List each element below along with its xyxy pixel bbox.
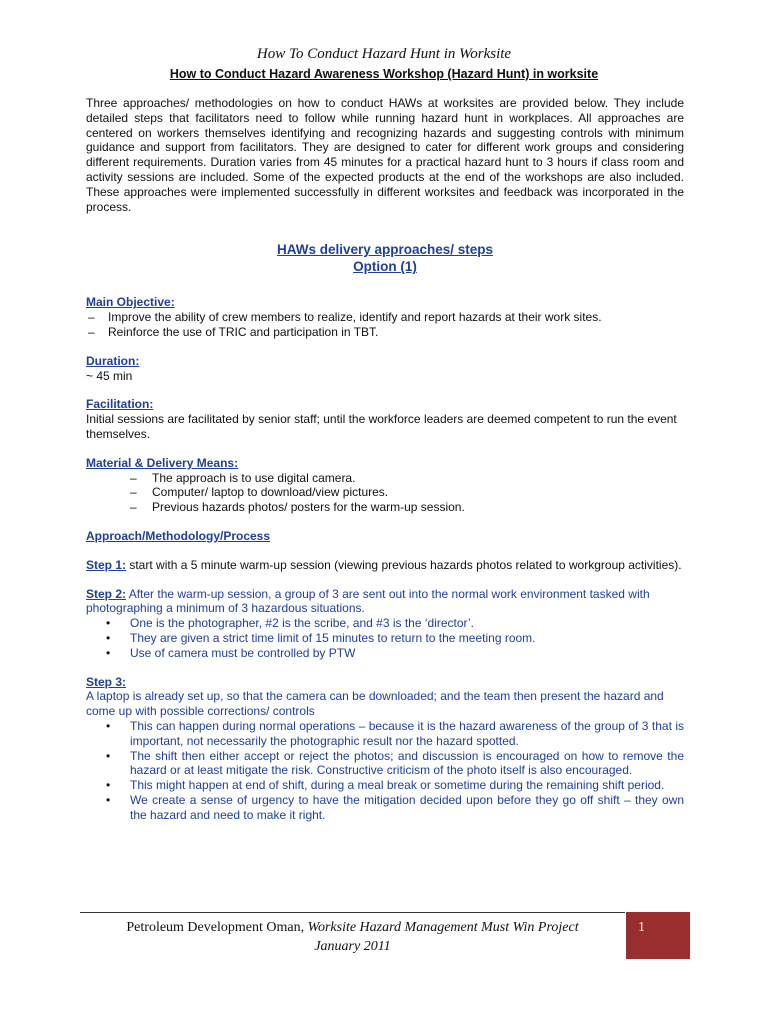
footer-divider bbox=[80, 912, 625, 913]
document-title: How to Conduct Hazard Awareness Workshop (Hazard Hunt) in worksite bbox=[169, 67, 599, 81]
step-1 bbox=[86, 558, 684, 573]
list-item: • This can happen during normal operations – because it is the hazard awareness of the group of 3 that is important, not necessarily the photographic result nor the hazard spotted. bbox=[86, 719, 684, 749]
document-body bbox=[86, 96, 684, 836]
step-3-label: Step 3: bbox=[86, 674, 127, 689]
footer-project: Worksite Hazard Management Must Win Project bbox=[307, 920, 579, 935]
step-2-paragraph bbox=[86, 587, 684, 617]
main-objective-heading: Main Objective: bbox=[86, 295, 175, 310]
step-2-text: After the warm-up session, a group of 3 are sent out into the normal work environment tasked with photographing a minimum of 3 hazardous situations. bbox=[86, 586, 650, 616]
step-1-paragraph bbox=[86, 558, 684, 573]
option-title: Option (1) bbox=[353, 259, 417, 275]
list-item: • We create a sense of urgency to have the mitigation decided upon before they go off shift – they own the hazard and need to make it right. bbox=[86, 793, 684, 823]
intro-paragraph: Three approaches/ methodologies on how to conduct HAWs at worksites are provided below. They include detailed steps that facilitators need to follow while running hazard hunt in workplaces. All approaches are centered on workers themselves identifying and recognizing hazards and suggesting controls with minimum guidance and support from facilitators. They are designed to cater for different work groups and considering different requirements. Duration varies from 45 minutes for a practical hazard hunt to 3 hours if class room and activity sessions are included. Some of the expected products at the end of the workshops are also included. These approaches were implemented successfully in different worksites and feedback was incorporated in the process. bbox=[86, 96, 684, 214]
list-item: – The approach is to use digital camera. bbox=[86, 471, 684, 486]
step-1-label: Step 1: bbox=[86, 557, 127, 572]
duration-section bbox=[86, 354, 684, 384]
footer-org: Petroleum Development Oman, bbox=[126, 920, 308, 935]
facilitation-text: Initial sessions are facilitated by senior staff; until the workforce leaders are deemed competent to run the event themselves. bbox=[86, 412, 677, 441]
step-3 bbox=[86, 675, 684, 823]
material-heading: Material & Delivery Means: bbox=[86, 455, 239, 470]
main-objective-list bbox=[86, 310, 684, 340]
material-section bbox=[86, 456, 684, 515]
list-item: – Improve the ability of crew members to realize, identify and report hazards at their work sites. bbox=[86, 310, 684, 325]
facilitation-section bbox=[86, 397, 684, 441]
step-2-label: Step 2: bbox=[86, 586, 127, 601]
step-1-text: start with a 5 minute warm-up session (viewing previous hazards photos related to workgroup activities). bbox=[126, 557, 682, 572]
list-item: • The shift then either accept or reject the photos; and discussion is encouraged on how to remove the hazard or at least mitigate the risk. Constructive criticism of the photo itself is also encouraged. bbox=[86, 749, 684, 779]
section-title: HAWs delivery approaches/ steps bbox=[276, 242, 494, 258]
list-item: – Previous hazards photos/ posters for the warm-up session. bbox=[86, 500, 684, 515]
page-number-box bbox=[626, 912, 690, 959]
page-number: 1 bbox=[638, 920, 645, 935]
footer-line-1 bbox=[80, 918, 625, 937]
list-item: – Reinforce the use of TRIC and participation in TBT. bbox=[86, 325, 684, 340]
list-item: – Computer/ laptop to download/view pictures. bbox=[86, 485, 684, 500]
step-2-bullets bbox=[86, 616, 684, 660]
material-list bbox=[86, 471, 684, 515]
list-item: • This might happen at end of shift, during a meal break or sometime during the remaining shift period. bbox=[86, 778, 684, 793]
step-2 bbox=[86, 587, 684, 661]
footer-date: January 2011 bbox=[314, 939, 391, 954]
duration-value: ~ 45 min bbox=[86, 368, 133, 383]
main-objective-section bbox=[86, 295, 684, 339]
approach-section bbox=[86, 529, 684, 544]
step-3-bullets bbox=[86, 719, 684, 823]
footer bbox=[80, 918, 625, 956]
running-header: How To Conduct Hazard Hunt in Worksite bbox=[256, 46, 512, 62]
step-3-text: A laptop is already set up, so that the camera can be downloaded; and the team then present the hazard and come up with possible corrections/ controls bbox=[86, 689, 664, 719]
facilitation-heading: Facilitation: bbox=[86, 397, 154, 412]
approach-heading: Approach/Methodology/Process bbox=[86, 528, 271, 543]
list-item: • One is the photographer, #2 is the scribe, and #3 is the ‘director’. bbox=[86, 616, 684, 631]
list-item: • Use of camera must be controlled by PTW bbox=[86, 646, 684, 661]
list-item: • They are given a strict time limit of 15 minutes to return to the meeting room. bbox=[86, 631, 684, 646]
duration-heading: Duration: bbox=[86, 353, 140, 368]
